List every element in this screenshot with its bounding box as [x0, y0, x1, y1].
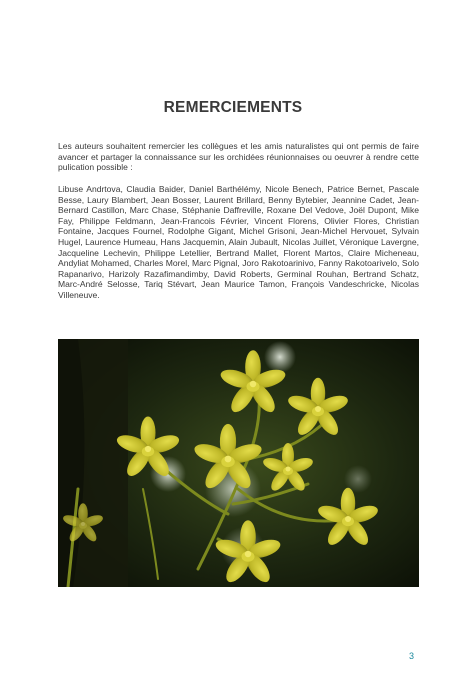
orchid-photo-illustration [58, 339, 419, 587]
orchid-photo [58, 339, 419, 587]
page-number: 3 [409, 651, 415, 661]
intro-paragraph: Les auteurs souhaitent remercier les collègues et les amis naturalistes qui ont permis de faire avancer et partager la connaissance sur les orchidées réunionnaises ou oeuvrer à rendre cette pulication possible : [58, 141, 419, 173]
acknowledged-names-paragraph: Libuse Andrtova, Claudia Baider, Daniel Barthélémy, Nicole Benech, Patrice Bernet, Pascale Besse, Laury Blambert, Jean Bosser, Laurent Brillard, Benny Bytebier, Jeannine Cadet, Jean-Bernard Castillon, Marc Chase, Stéphanie Daffreville, Roxane Del Vedove, Joël Dupont, Mike Fay, Philippe Feldmann, Jean-Francois Février, Vincent Florens, Olivier Flores, Christian Fontaine, Jacques Fournel, Rodolphe Gigant, Michel Grisoni, Jean-Michel Hervouet, Sylvain Hugel, Laurence Humeau, Hans Jacquemin, Alain Jubault, Nicolas Juillet, Véronique Lavergne, Jacqueline Lechevin, Philippe Letellier, Bertrand Mallet, Florent Martos, Claire Micheneau, Andyliat Mohamed, Charles Morel, Marc Pignal, Joro Rakotoarinivo, Fanny Rakotoarivelo, Solo Rapanarivo, Harizoly Razafimandimby, David Roberts, Germinal Rouhan, Bertrand Schatz, Marc-André Selosse, Tariq Stévart, Jean Maurice Tamon, François Vandeschricke, Nicolas Villeneuve. [58, 184, 419, 300]
page-title: REMERCIEMENTS [163, 99, 303, 116]
